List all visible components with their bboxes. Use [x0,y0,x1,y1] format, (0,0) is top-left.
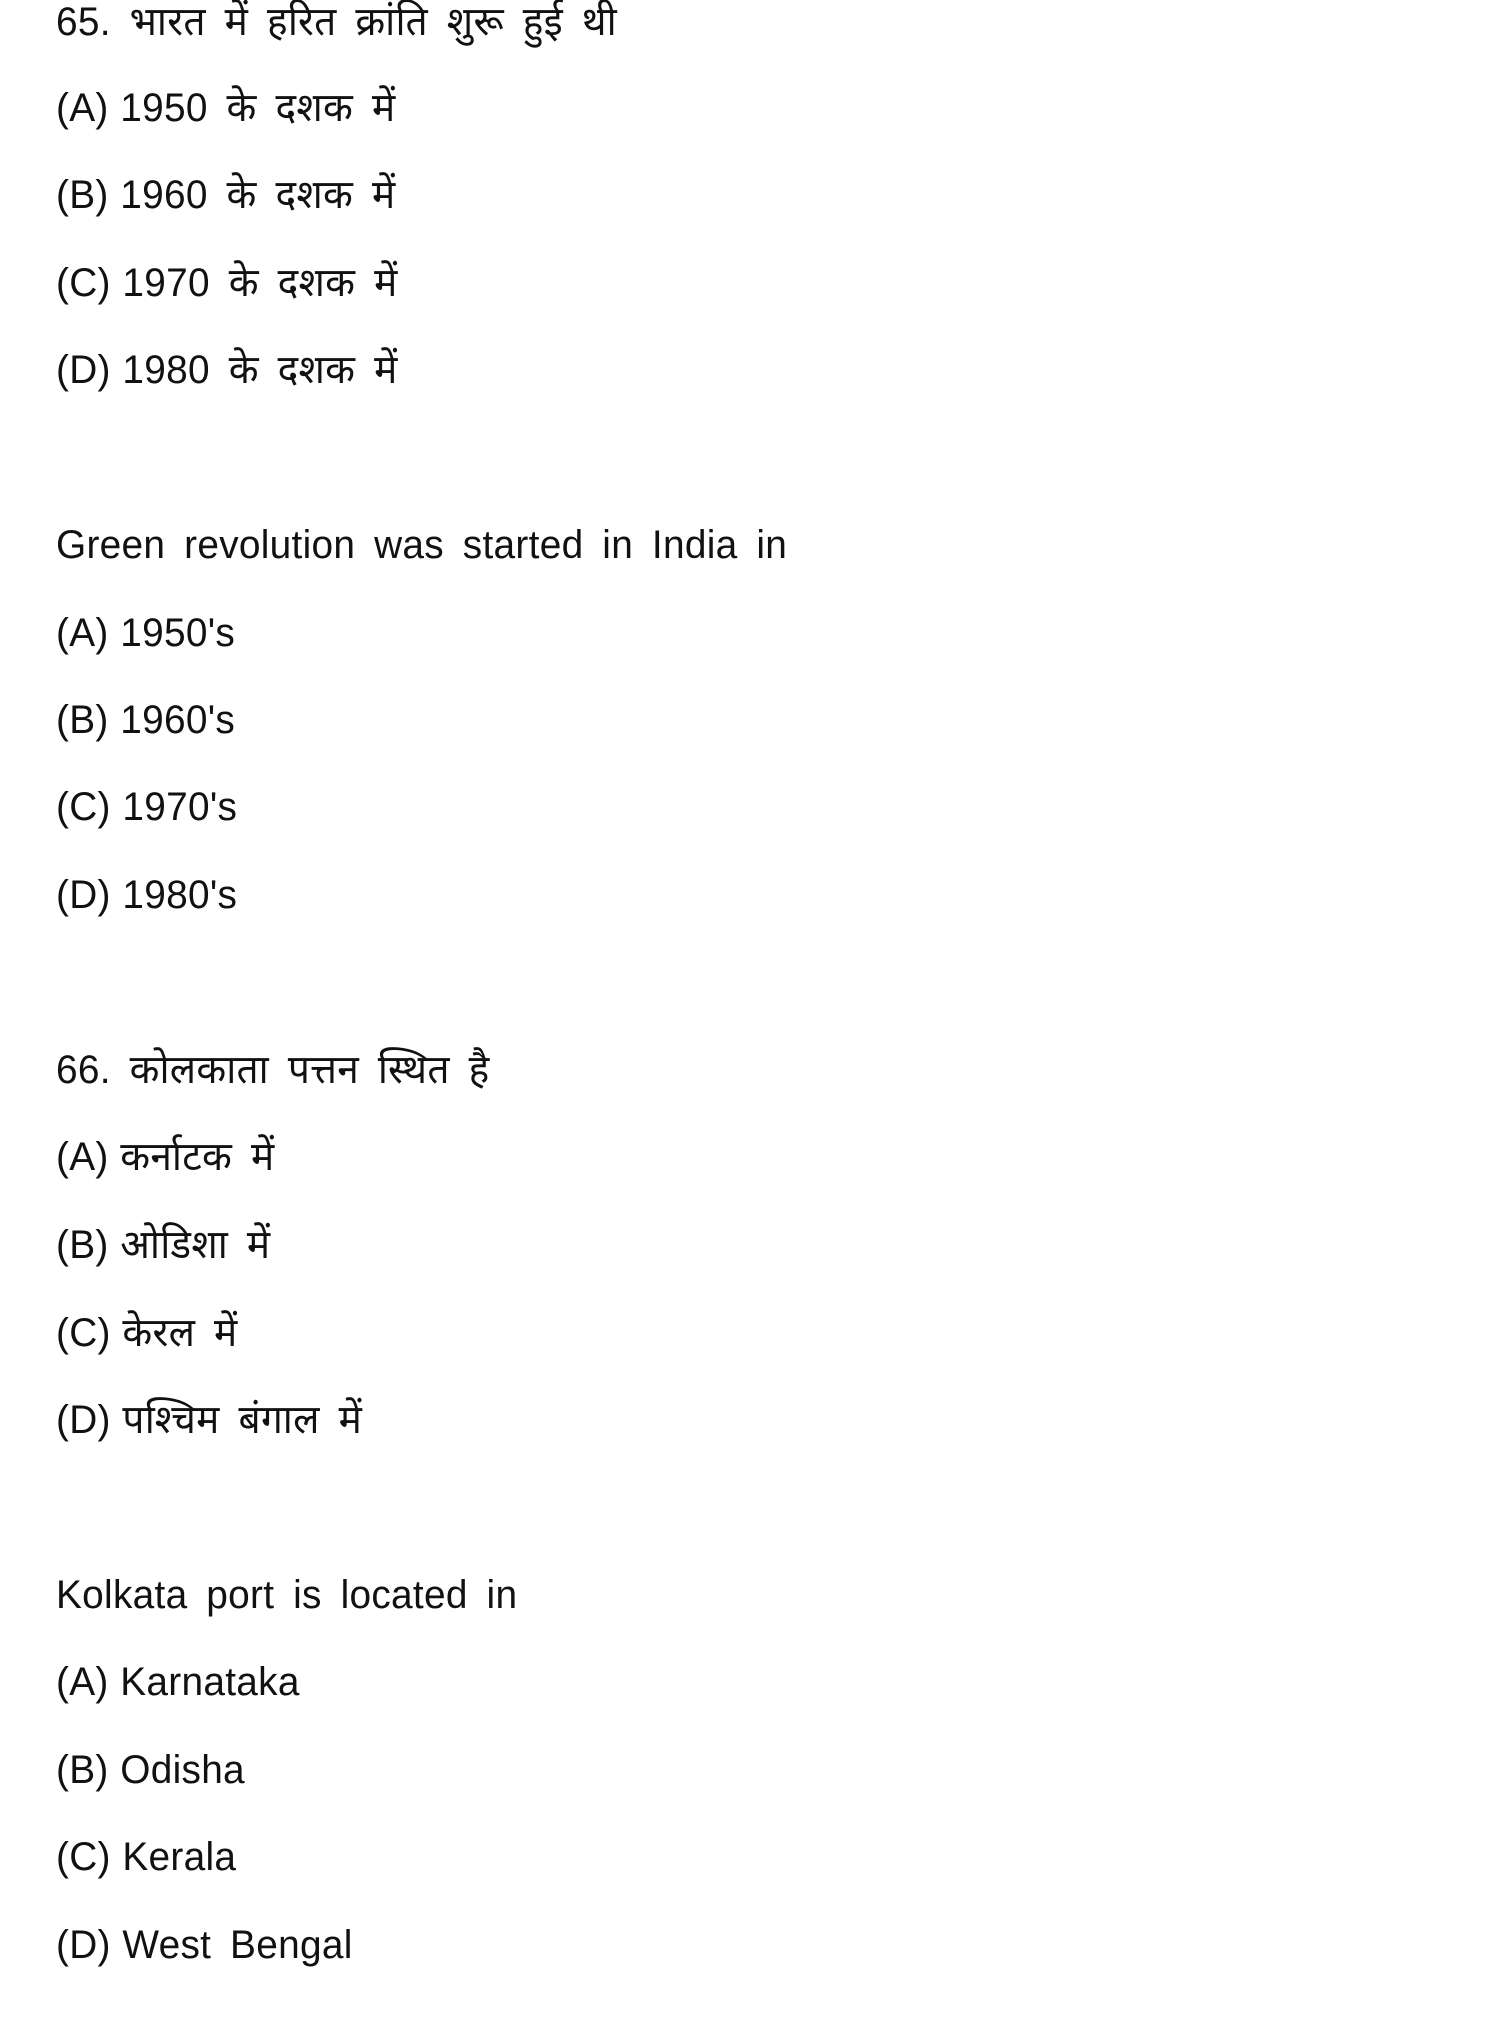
option-label: (D) [56,1398,111,1442]
option-c [56,1832,236,1882]
option-label: (C) [56,1311,111,1355]
question-number: 65. [56,0,111,44]
option-label: (B) [56,698,109,742]
question-text: भारत में हरित क्रांति शुरू हुई थी [129,0,617,44]
option-b [56,1745,245,1795]
option-label: (D) [56,873,111,917]
question-text: कोलकाता पत्तन स्थित है [129,1048,490,1092]
option-text: Odisha [120,1748,245,1792]
option-d [56,1920,353,1970]
option-text: कर्नाटक में [120,1135,275,1179]
question-text: Green revolution was started in India in [56,523,788,567]
option-label: (D) [56,1923,111,1967]
option-text: 1980 के दशक में [122,348,398,392]
option-text: ओडिशा में [120,1223,271,1267]
option-a [56,1132,274,1182]
option-c [56,258,398,308]
option-b [56,170,395,220]
option-label: (C) [56,785,111,829]
option-label: (C) [56,261,111,305]
option-b [56,1220,270,1270]
option-label: (A) [56,1660,109,1704]
option-b [56,695,235,745]
question-text: Kolkata port is located in [56,1573,518,1617]
option-text: 1960's [120,698,236,742]
option-label: (B) [56,1223,109,1267]
question-66-english [56,1570,517,1620]
option-c [56,782,237,832]
option-label: (D) [56,348,111,392]
option-text: 1960 के दशक में [120,173,396,217]
question-65-hindi [56,0,617,47]
option-text: 1980's [122,873,238,917]
option-text: 1970's [122,785,238,829]
option-a [56,1657,300,1707]
question-number: 66. [56,1048,111,1092]
option-label: (C) [56,1835,111,1879]
option-text: 1950 के दशक में [120,86,396,130]
option-d [56,870,237,920]
option-label: (B) [56,1748,109,1792]
question-65-english [56,520,787,570]
option-text: Kerala [122,1835,237,1879]
option-d [56,345,398,395]
option-a [56,608,235,658]
option-text: West Bengal [122,1923,353,1967]
option-text: 1950's [120,611,236,655]
option-label: (A) [56,611,109,655]
option-label: (A) [56,1135,109,1179]
option-text: केरल में [122,1311,238,1355]
option-text: 1970 के दशक में [122,261,398,305]
question-66-hindi [56,1045,489,1095]
option-label: (B) [56,173,109,217]
option-text: Karnataka [120,1660,300,1704]
option-d [56,1395,362,1445]
option-text: पश्चिम बंगाल में [122,1398,363,1442]
option-c [56,1308,238,1358]
option-label: (A) [56,86,109,130]
option-a [56,83,395,133]
